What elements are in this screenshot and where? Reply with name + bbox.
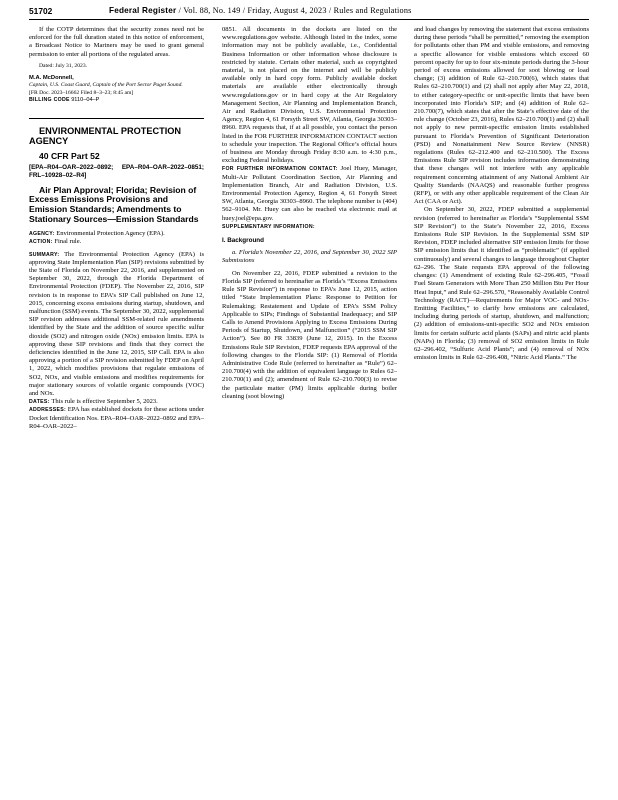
fr-doc-line: [FR Doc. 2023–16662 Filed 8–3–23; 8:45 am] (29, 89, 134, 96)
action-label: ACTION: (29, 239, 53, 246)
page-number: 51702 (29, 6, 53, 16)
addresses-text: EPA has established dockets for these actions under Docket Identification Nos. EPA–R04–OAR–2022–0892 and EPA–R04–OAR–2022– (29, 406, 204, 430)
summary-label: SUMMARY: (29, 251, 60, 258)
paragraph: If the COTP determines that the security zones need not be enforced for the full duration stated in this notice of enforcement, a Broadcast Notice to Mariners may be used to grant general permission to enter all portions of the regulated areas. (29, 26, 204, 58)
header-rule (29, 19, 589, 20)
billing-code-label: BILLING CODE (29, 97, 70, 104)
journal-name: Federal Register (109, 6, 177, 15)
header-citation: Federal Register / Vol. 88, No. 149 / Friday, August 4, 2023 / Rules and Regulations (109, 6, 412, 15)
signer-title: Captain, U.S. Coast Guard, Captain of the Port Sector Puget Sound. (29, 82, 183, 89)
volume: Vol. 88, No. 149 (183, 6, 241, 15)
paragraph: 0851. All documents in the dockets are listed on the www.regulations.gov website. Although listed in the index, some information may not be publicly available, i.e., Confidential Business Information or other information whose disclosure is restricted by statute. Certain other material, such as copyrighted material, is not placed on the internet and will be publicly available only in hard copy form. Publicly available docket materials are available either electronically through www.regulations.gov or in hard copy at the Air Regulatory Management Section, Air Planning and Implementation Branch, Air and Radiation Division, U.S. Environmental Protection Agency, Region 4, 61 Forsyth Street SW, Atlanta, Georgia 30303–8960. EPA requests that, if at all possible, you contact the person listed in the FOR FURTHER INFORMATION CONTACT section to schedule your inspection. The Regional Office’s official hours of business are Monday through Friday 8:30 a.m. to 4:30 p.m., excluding Federal holidays. (222, 26, 397, 165)
subheading: a. Florida’s November 22, 2016, and September 30, 2022 SIP Submissions (222, 249, 397, 265)
issue-date: Friday, August 4, 2023 (247, 6, 327, 15)
ffic-label: FOR FURTHER INFORMATION CONTACT: (222, 166, 338, 173)
dates-text: This rule is effective September 5, 2023. (51, 398, 158, 406)
column-3 (414, 26, 589, 362)
action-text: Final rule. (54, 238, 82, 246)
addresses-label: ADDRESSES: (29, 407, 67, 414)
dated-line: Dated: July 31, 2023. (39, 62, 88, 69)
agency-heading: ENVIRONMENTAL PROTECTION AGENCY (29, 125, 182, 146)
section-name: Rules and Regulations (333, 6, 412, 15)
agency-text: Environmental Protection Agency (EPA). (56, 230, 165, 238)
cfr-part: 40 CFR Part 52 (39, 150, 100, 161)
supplementary-label: SUPPLEMENTARY INFORMATION: (222, 223, 315, 230)
rule-title: Air Plan Approval; Florida; Revision of Excess Emissions Provisions and Emission Standards; Amendments to Stationary Sources—Emission Standards (29, 184, 199, 224)
ffic-text: Joel Huey, Manager, Multi-Air Pollutant Coordination Section, Air Planning and Implementation Branch, Air and Radiation Division, U.S. Environmental Protection Agency, Region 4, 61 Forsyth Street SW, Atlanta, Georgia 30303–8960. The telephone number is (404) 562–9104. Mr. Huey can also be reached via electronic mail at huey.joel@epa.gov. (222, 165, 397, 222)
billing-code: 9110–04–P (71, 97, 100, 104)
paragraph: and load changes by removing the statement that excess emissions during these periods “shall be permitted,” removing the exemption for pollutants other than PM and visible emissions, and removing a specific allowance for visible emissions which exceed 60 percent opacity for up to four six-minute periods during the 3-hour period of excess emissions allowed for soot blowing or load change; (3) addition of Rule 62–210.700(6), which states that Rules 62–210.700(1) and (2) shall not apply after May 22, 2018, to either category-specific or unit-specific limits that have been incorporated into Florida’s SIP; and (4) addition of Rule 62–210.700(7), which states that after the State’s effective date of the rule change (October 23, 2016), Rules 62–210.700(1) and (2) shall not apply to new permit-specific emission limits established pursuant to Florida’s Prevention of Significant Deterioration (PSD) and Nonattainment New Source Review (NNSR) regulations (Rules 62–212.400 and 62–210.500). The Excess Emissions Rule SIP revision includes information demonstrating that these changes will not interfere with any applicable requirement concerning attainment of any National Ambient Air Quality Standards (NAAQS) and reasonable further progress (RFP), or with any other applicable requirement of the Clean Air Act (CAA or Act). (414, 26, 589, 206)
paragraph: On September 30, 2022, FDEP submitted a supplemental revision (referred to hereinafter as Florida’s “Supplemental SSM SIP Revision”) to the State’s November 22, 2016, Excess Emissions Rule SIP Revision. In the Supplemental SSM SIP Revision, FDEP included alternative SIP emission limits for those SIP emission limits that it identified as “problematic” (if applied continuously) and several changes to language throughout Chapter 62–296. The State requests EPA approval of the following changes: (1) Amendment of existing Rule 62–296.405, “Fossil Fuel Steam Generators with More Than 250 Million Btu Per Hour Heat Input,” and Rule 62–296.570, “Reasonably Available Control Technology (RACT)—Requirements for Major VOC- and NOx-Emitting Facilities,” to clarify how emissions are calculated, including during periods of startup, shutdown, and malfunction; (2) addition of emissions-unit-specific SO2 and NOx emission limits for certain sulfuric acid plants (SAPs) and nitric acid plants (NAPs) in Florida; (3) removal of SO2 emission limits in Rule 62–296.402, “Sulfuric Acid Plants”; and (4) removal of NOx emission limits in Rule 62–296.408, “Nitric Acid Plants.” The (414, 206, 589, 362)
summary-text: The Environmental Protection Agency (EPA) is approving State Implementation Plan (SIP) revisions submitted by the State of Florida on November 22, 2016, and supplemented on September 30, 2022, through the Florida Department of Environmental Protection (FDEP). The November 22, 2016, SIP revision is in response to EPA’s SIP Call published on June 12, 2015, concerning excess emissions during startup, shutdown, and malfunction (SSM) events. The September 30, 2022, supplemental SIP revision addresses additional SSM-related rule amendments identified by the State and the addition of source specific sulfur dioxide (SO2) and nitrogen oxide (NOx) emission limits. EPA is approving these SIP revisions and finds that they correct the deficiencies identified in the June 12, 2015, SIP Call. EPA is also approving a portion of a SIP revision submitted by FDEP on April 1, 2022, which modifies provisions that regulate emissions of SO2, NOx, and visible emissions and modifies requirements for major stationary sources of volatile organic compounds (VOC) and NOx. (29, 250, 205, 398)
dates-label: DATES: (29, 399, 50, 406)
agency-label: AGENCY: (29, 231, 55, 238)
column-1 (29, 26, 204, 431)
paragraph: On November 22, 2016, FDEP submitted a revision to the Florida SIP (referred to hereinafter as Florida’s “Excess Emissions Rule SIP Revision”) in response to EPA’s June 12, 2015, action titled “State Implementation Plans: Response to Petition for Rulemaking; Restatement and Update of EPA’s SSM Policy Applicable to SIPs; Findings of Substantial Inadequacy; and SIP Calls to Amend Provisions Applying to Excess Emissions During Periods of Startup, Shutdown, and Malfunction” (“2015 SSM SIP Action”). See 80 FR 33839 (June 12, 2015). In the Excess Emissions Rule SIP Revision, FDEP requests EPA approval of the following changes to the Florida SIP: (1) Removal of Florida Administrative Code Rule (referred to hereinafter as “Rule”) 62–210.700(4) with the addition of equivalent language to Rules 62–210.700(1) and (2); amendment of Rule 62–210.700(3) to revise the particulate matter (PM) limits applicable during boiler cleaning (soot blowing) (222, 269, 397, 400)
docket-line: [EPA–R04–OAR–2022–0892; EPA–R04–OAR–2022–0851; FRL–10928–02–R4] (29, 163, 204, 179)
signer-name: M.A. McDonnell, (29, 75, 74, 82)
section-divider (29, 118, 204, 119)
background-heading: I. Background (222, 237, 264, 245)
column-2 (222, 26, 397, 401)
